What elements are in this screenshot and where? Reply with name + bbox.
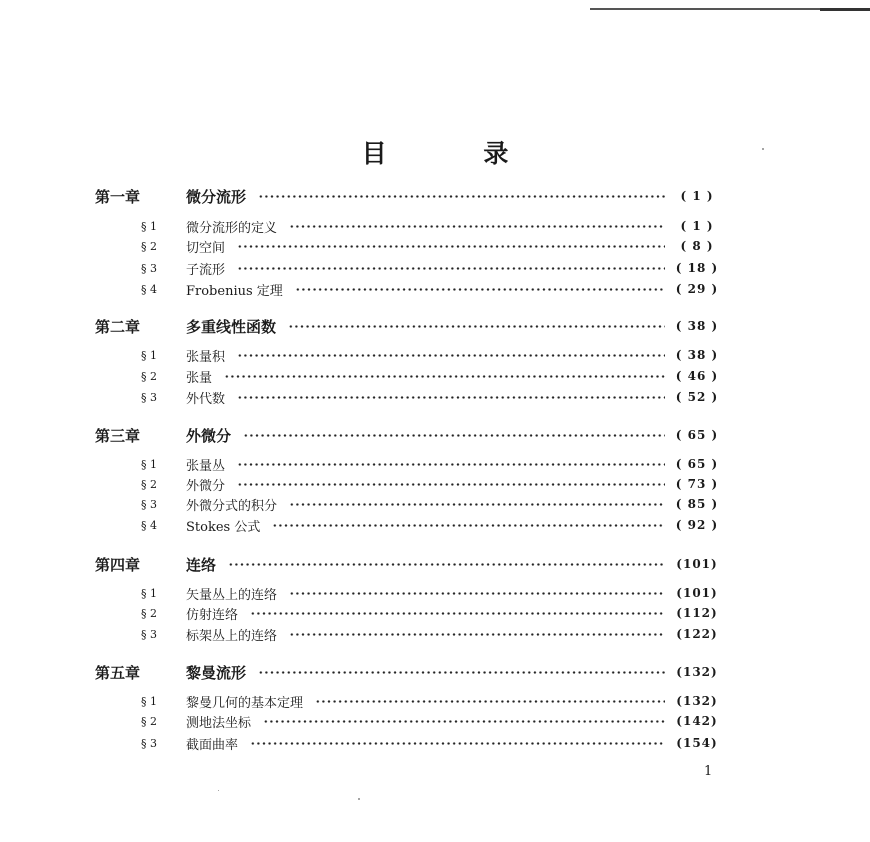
section-page-number: ( 65 ) [675, 457, 719, 471]
section-title: 仿射连络 [186, 607, 239, 623]
dot-leader [289, 592, 665, 595]
section-number: § 1 [141, 694, 157, 708]
dot-leader [263, 720, 665, 723]
section-title: 截面曲率 [186, 737, 239, 753]
dot-leader [237, 396, 665, 399]
dot-leader [250, 742, 665, 745]
section-number: § 2 [141, 606, 157, 620]
dot-leader [237, 463, 665, 466]
section-title: 张量丛 [186, 458, 226, 474]
dot-leader [288, 325, 665, 328]
dot-leader [237, 483, 665, 486]
dot-leader [243, 434, 665, 437]
chapter-number: 第一章 [95, 187, 141, 206]
chapter-page-number: ( 38 ) [675, 319, 719, 333]
section-title: 张量 [186, 370, 213, 386]
chapter-page-number: ( 65 ) [675, 428, 719, 442]
section-number: § 3 [141, 627, 157, 641]
section-title: 外微分 [186, 478, 226, 494]
toc-section-row[interactable] [0, 258, 870, 278]
chapter-number: 第五章 [95, 663, 141, 682]
toc-chapter-row[interactable] [0, 186, 870, 206]
dot-leader [272, 524, 665, 527]
dot-leader [295, 288, 665, 291]
section-number: § 1 [141, 348, 157, 362]
section-page-number: ( 8 ) [680, 239, 714, 253]
scan-speck [358, 798, 360, 800]
section-page-number: ( 38 ) [675, 348, 719, 362]
section-number: § 1 [141, 219, 157, 233]
toc-chapter-row[interactable] [0, 316, 870, 336]
toc-title: 目 录 [361, 139, 553, 168]
dot-leader [237, 267, 665, 270]
section-title: Stokes 公式 [186, 519, 261, 535]
section-title: 黎曼几何的基本定理 [186, 695, 304, 711]
chapter-page-number: (101) [676, 557, 718, 571]
chapter-number: 第三章 [95, 426, 141, 445]
section-number: § 4 [141, 282, 157, 296]
section-number: § 3 [141, 261, 157, 275]
toc-section-row[interactable] [0, 603, 870, 623]
chapter-title: 连络 [186, 555, 217, 574]
section-number: § 2 [141, 477, 157, 491]
section-number: § 3 [141, 497, 157, 511]
toc-section-row[interactable] [0, 366, 870, 386]
toc-section-row[interactable] [0, 387, 870, 407]
chapter-page-number: ( 1 ) [680, 189, 714, 203]
dot-leader [289, 503, 665, 506]
section-title: 外微分式的积分 [186, 498, 278, 514]
section-number: § 4 [141, 518, 157, 532]
section-title: 标架丛上的连络 [186, 628, 278, 644]
toc-chapter-row[interactable] [0, 554, 870, 574]
section-number: § 2 [141, 239, 157, 253]
scan-speck [762, 148, 764, 150]
toc-section-row[interactable] [0, 515, 870, 535]
section-page-number: ( 46 ) [675, 369, 719, 383]
section-page-number: (154) [676, 736, 718, 750]
section-title: 外代数 [186, 391, 226, 407]
section-page-number: (101) [676, 586, 718, 600]
section-page-number: (132) [676, 694, 718, 708]
section-page-number: ( 29 ) [675, 282, 719, 296]
section-title: 测地法坐标 [186, 715, 252, 731]
toc-section-row[interactable] [0, 474, 870, 494]
toc-section-row[interactable] [0, 345, 870, 365]
chapter-title: 外微分 [186, 426, 232, 445]
dot-leader [258, 195, 665, 198]
dot-leader [228, 563, 665, 566]
section-number: § 2 [141, 714, 157, 728]
section-title: 张量积 [186, 349, 226, 365]
chapter-title: 微分流形 [186, 187, 247, 206]
section-page-number: (112) [676, 606, 718, 620]
page-number: 1 [704, 764, 713, 779]
toc-section-row[interactable] [0, 711, 870, 731]
chapter-title: 黎曼流形 [186, 663, 247, 682]
section-page-number: ( 18 ) [675, 261, 719, 275]
section-page-number: ( 73 ) [675, 477, 719, 491]
section-page-number: ( 52 ) [675, 390, 719, 404]
toc-section-row[interactable] [0, 583, 870, 603]
section-number: § 3 [141, 390, 157, 404]
dot-leader [258, 671, 665, 674]
chapter-number: 第二章 [95, 317, 141, 336]
section-number: § 1 [141, 457, 157, 471]
scan-edge-mark [820, 8, 870, 11]
section-page-number: ( 92 ) [675, 518, 719, 532]
section-number: § 3 [141, 736, 157, 750]
chapter-title: 多重线性函数 [186, 317, 277, 336]
section-page-number: (142) [676, 714, 718, 728]
section-title: 微分流形的定义 [186, 220, 278, 236]
toc-section-row[interactable] [0, 279, 870, 299]
dot-leader [289, 633, 665, 636]
toc-chapter-row[interactable] [0, 425, 870, 445]
dot-leader [237, 245, 665, 248]
toc-section-row[interactable] [0, 236, 870, 256]
section-title: 矢量丛上的连络 [186, 587, 278, 603]
section-number: § 2 [141, 369, 157, 383]
toc-chapter-row[interactable] [0, 662, 870, 682]
toc-section-row[interactable] [0, 733, 870, 753]
dot-leader [289, 225, 665, 228]
toc-section-row[interactable] [0, 691, 870, 711]
dot-leader [315, 700, 665, 703]
section-page-number: ( 1 ) [680, 219, 714, 233]
section-number: § 1 [141, 586, 157, 600]
section-title: Frobenius 定理 [186, 283, 283, 299]
section-page-number: ( 85 ) [675, 497, 719, 511]
dot-leader [224, 375, 665, 378]
section-title: 切空间 [186, 240, 226, 256]
section-title: 子流形 [186, 262, 226, 278]
scan-speck [218, 790, 219, 791]
chapter-number: 第四章 [95, 555, 141, 574]
section-page-number: (122) [676, 627, 718, 641]
chapter-page-number: (132) [676, 665, 718, 679]
dot-leader [237, 354, 665, 357]
dot-leader [250, 612, 665, 615]
toc-section-row[interactable] [0, 454, 870, 474]
toc-section-row[interactable] [0, 216, 870, 236]
toc-section-row[interactable] [0, 624, 870, 644]
toc-section-row[interactable] [0, 494, 870, 514]
